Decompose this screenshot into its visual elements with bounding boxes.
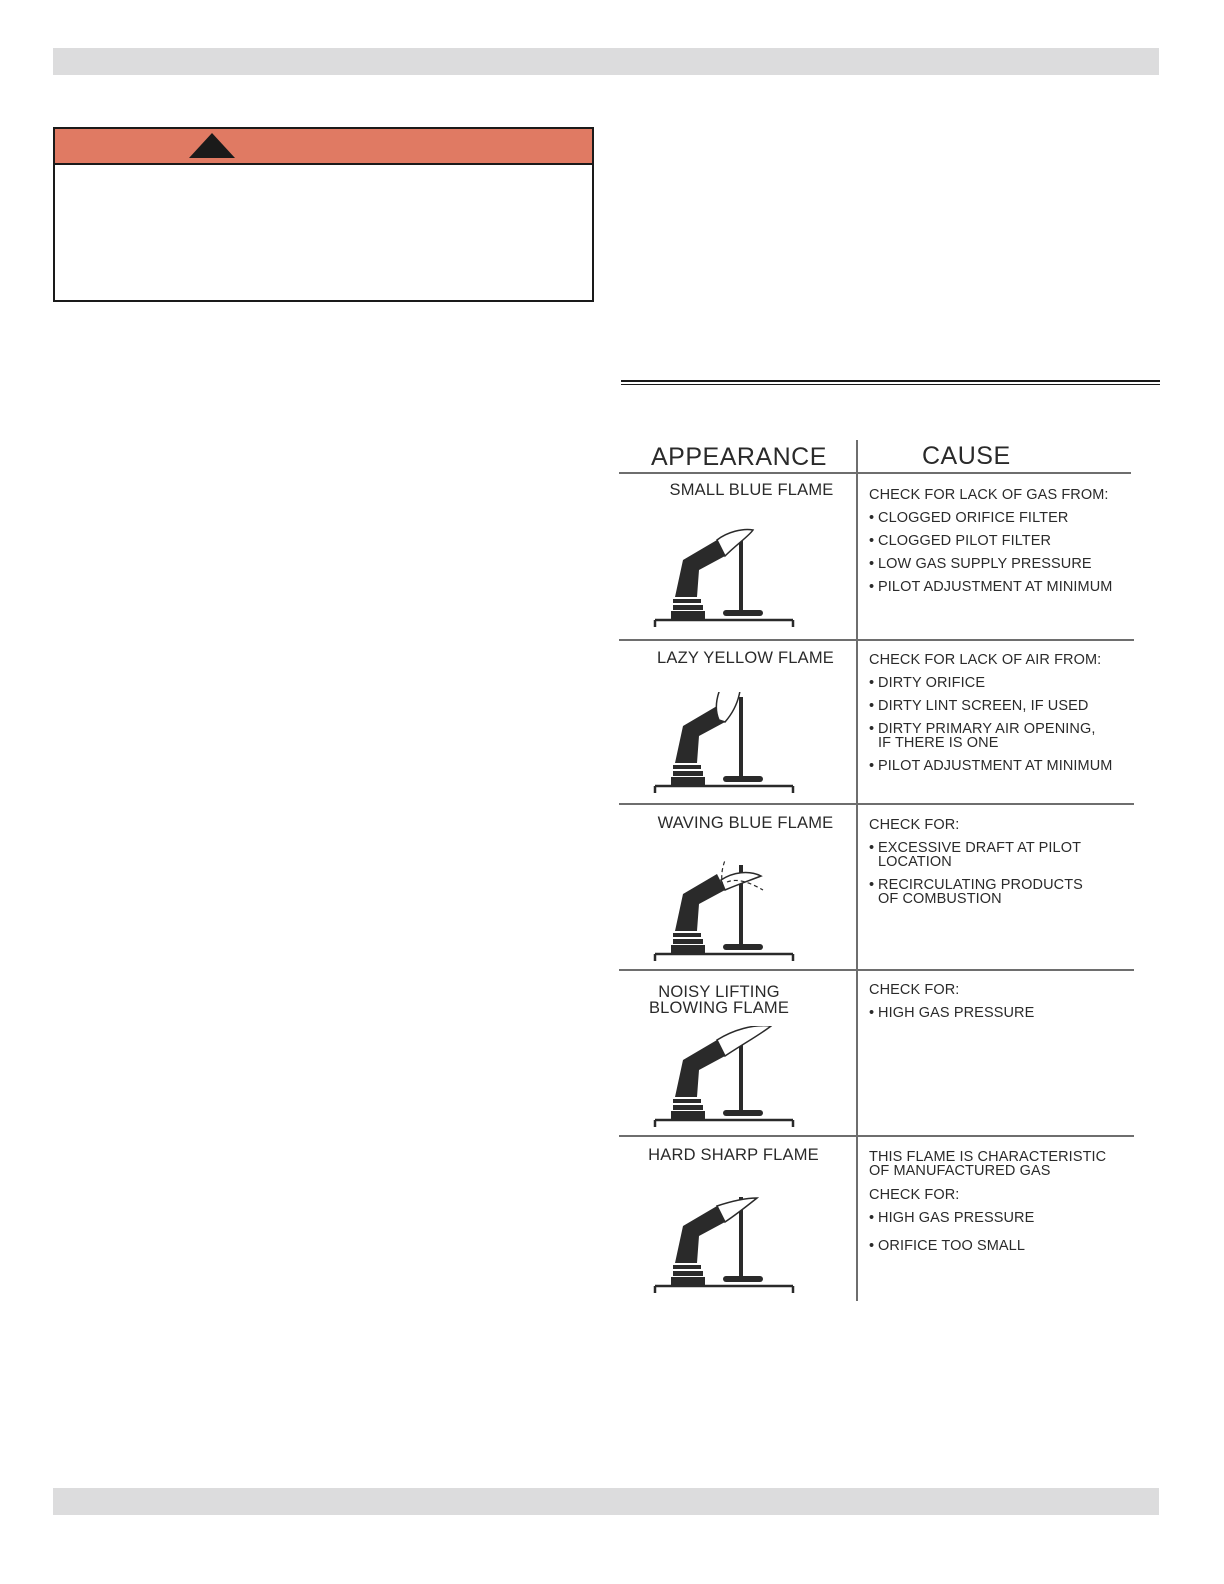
cause-item: • ORIFICE TOO SMALL	[869, 1239, 1134, 1253]
cause-cell	[869, 653, 1134, 782]
cause-intro: CHECK FOR:	[869, 817, 960, 833]
header-bar	[53, 48, 1159, 75]
cause-item: • HIGH GAS PRESSURE	[869, 1211, 1134, 1225]
section-rule	[621, 380, 1160, 382]
cause-item: • CLOGGED PILOT FILTER	[869, 534, 1134, 548]
header-appearance: APPEARANCE	[651, 443, 827, 471]
section-rule-thin	[621, 384, 1160, 385]
pilot-burner-icon	[653, 1026, 801, 1136]
row-divider	[619, 969, 1134, 971]
column-divider	[856, 440, 858, 1301]
cause-intro: CHECK FOR LACK OF AIR FROM:	[869, 652, 1102, 668]
flame-appearance-table	[619, 440, 1135, 1302]
header-cause: CAUSE	[922, 442, 1011, 470]
pilot-burner-icon	[653, 526, 801, 636]
appearance-label: NOISY LIFTING BLOWING FLAME	[648, 983, 790, 1017]
cause-item: • DIRTY LINT SCREEN, IF USED	[869, 699, 1134, 713]
warning-header	[55, 129, 592, 165]
cause-intro: CHECK FOR:	[869, 982, 960, 998]
warning-triangle-icon	[189, 133, 235, 158]
cause-cell	[869, 983, 1134, 1029]
cause-item: • HIGH GAS PRESSURE	[869, 1006, 1134, 1020]
appearance-label: SMALL BLUE FLAME	[669, 481, 834, 499]
cause-intro: THIS FLAME IS CHARACTERISTIC OF MANUFACTURED GAS	[869, 1149, 1107, 1179]
cause-item: • DIRTY ORIFICE	[869, 676, 1134, 690]
cause-item: • CLOGGED ORIFICE FILTER	[869, 511, 1134, 525]
cause-intro-check: CHECK FOR:	[869, 1187, 960, 1203]
pilot-burner-icon	[653, 692, 801, 802]
row-divider	[619, 639, 1134, 641]
cause-item: • PILOT ADJUSTMENT AT MINIMUM	[869, 580, 1134, 594]
appearance-label: WAVING BLUE FLAME	[657, 814, 834, 832]
row-divider	[619, 803, 1134, 805]
cause-cell	[869, 818, 1134, 915]
footer-bar	[53, 1488, 1159, 1515]
cause-item: • EXCESSIVE DRAFT AT PILOT LOCATION	[869, 841, 1098, 869]
appearance-label: HARD SHARP FLAME	[648, 1146, 819, 1164]
header-divider	[619, 472, 1131, 474]
cause-item: • DIRTY PRIMARY AIR OPENING, IF THERE IS ONE	[869, 722, 1108, 750]
cause-cell	[869, 488, 1134, 603]
warning-box	[53, 127, 594, 302]
pilot-burner-icon	[653, 860, 801, 970]
cause-item: • RECIRCULATING PRODUCTS OF COMBUSTION	[869, 878, 1103, 906]
row-divider	[619, 1135, 1134, 1137]
cause-intro: CHECK FOR LACK OF GAS FROM:	[869, 487, 1109, 503]
cause-cell	[869, 1150, 1134, 1262]
appearance-label: LAZY YELLOW FLAME	[656, 649, 835, 667]
cause-item: • PILOT ADJUSTMENT AT MINIMUM	[869, 759, 1134, 773]
cause-item: • LOW GAS SUPPLY PRESSURE	[869, 557, 1134, 571]
pilot-burner-icon	[653, 1192, 801, 1302]
